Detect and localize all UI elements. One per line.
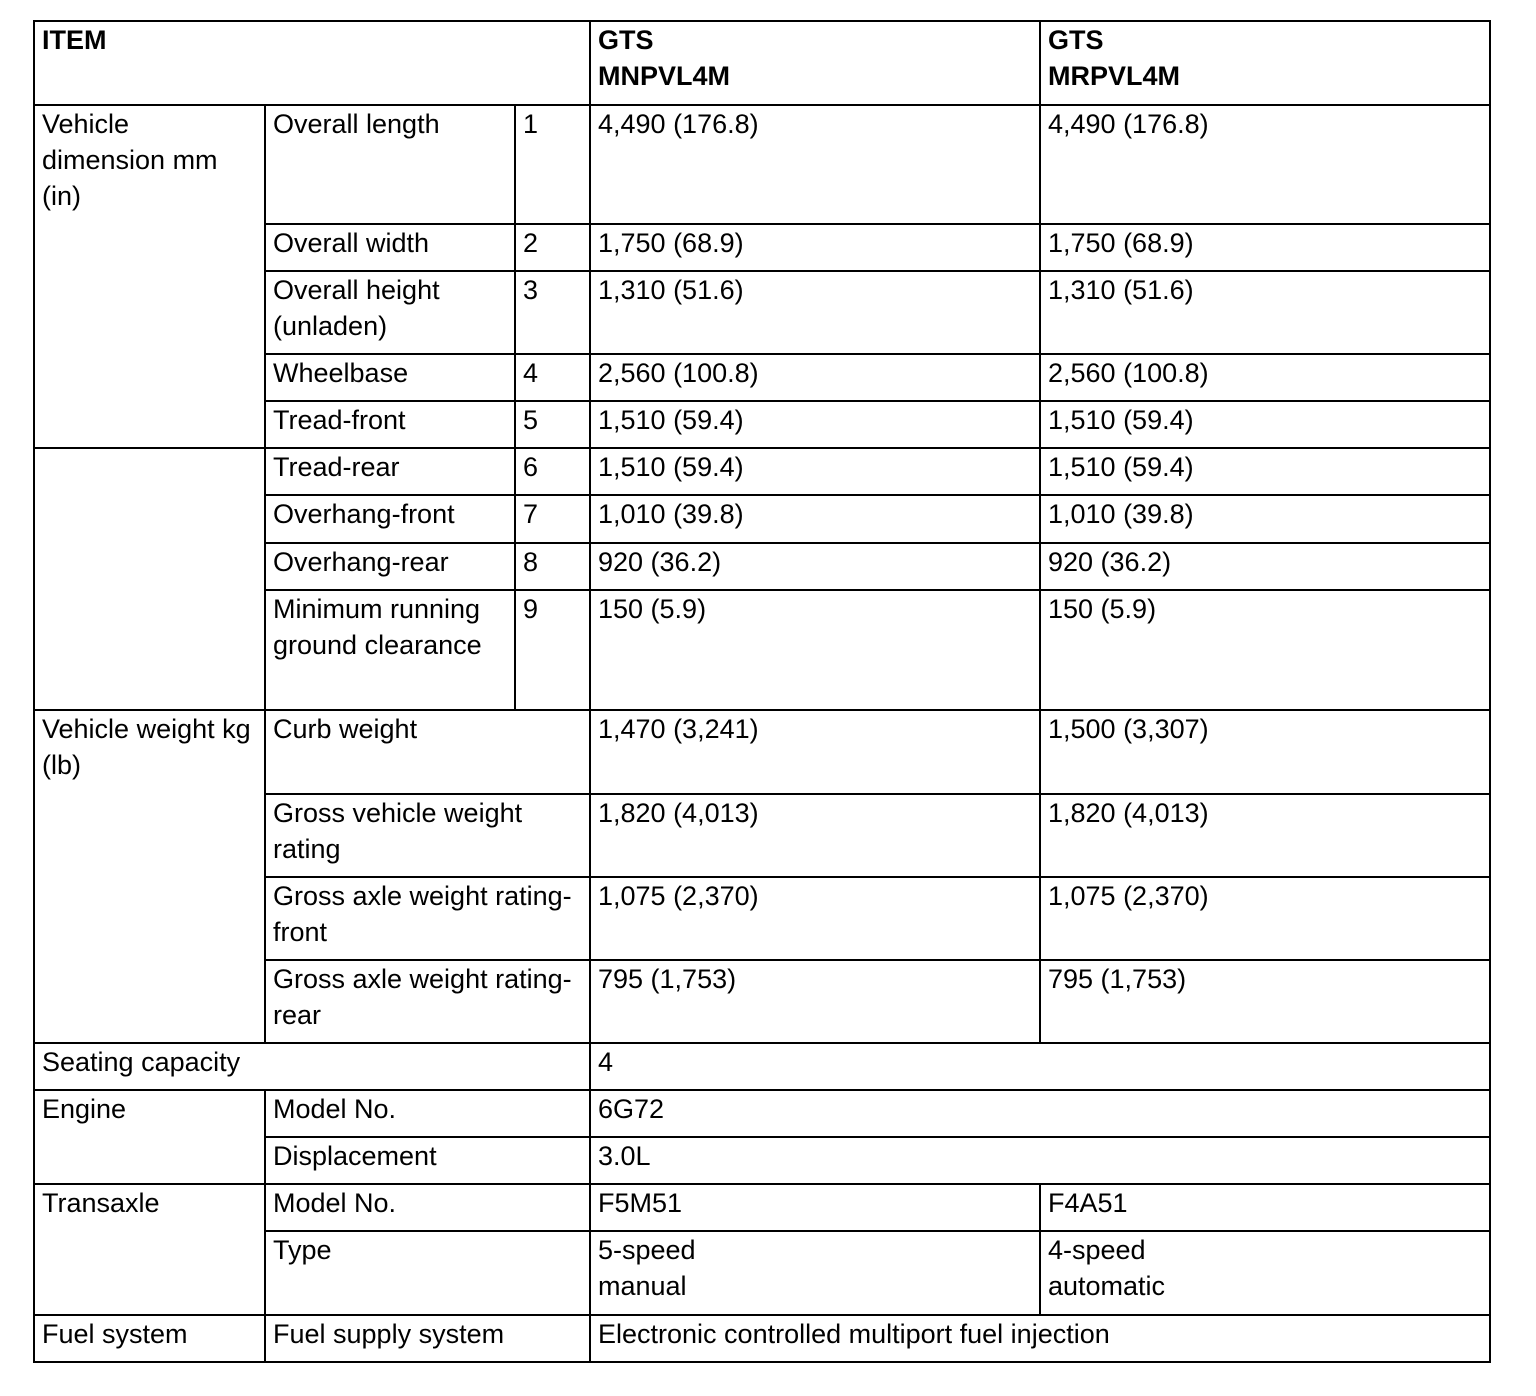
row-label: Tread-front: [265, 401, 515, 448]
value-model-2: 1,010 (39.8): [1040, 495, 1490, 543]
row-number: 8: [515, 543, 590, 590]
row-label: Overall width: [265, 224, 515, 271]
row-label: Overhang-front: [265, 495, 515, 543]
value-model-2: 1,500 (3,307): [1040, 710, 1490, 794]
value-model-2: 1,075 (2,370): [1040, 877, 1490, 960]
value-model-1: 1,010 (39.8): [590, 495, 1040, 543]
header-model-1: [590, 21, 1040, 105]
value-model-1: 1,750 (68.9): [590, 224, 1040, 271]
row-label: Gross axle weight rating-front: [265, 877, 590, 960]
row-label: Curb weight: [265, 710, 590, 794]
value-model-1: F5M51: [590, 1184, 1040, 1231]
engine-model-value: 6G72: [590, 1090, 1490, 1137]
value-model-2: 4,490 (176.8): [1040, 105, 1490, 224]
row-label: Gross axle weight rating-rear: [265, 960, 590, 1043]
table-row: [34, 1090, 1490, 1137]
row-number: 9: [515, 590, 590, 710]
value-model-1: 795 (1,753): [590, 960, 1040, 1043]
row-number: 3: [515, 271, 590, 354]
header-model-1-line1: GTS: [598, 25, 654, 55]
group-fuel: Fuel system: [34, 1315, 265, 1362]
row-label: Model No.: [265, 1184, 590, 1231]
value-model-1: 1,510 (59.4): [590, 401, 1040, 448]
value-model-2: F4A51: [1040, 1184, 1490, 1231]
group-transaxle: Transaxle: [34, 1184, 265, 1315]
row-label: Wheelbase: [265, 354, 515, 401]
transaxle-type-1: 5-speed manual: [598, 1235, 696, 1301]
row-label: Minimum running ground clearance: [265, 590, 515, 710]
value-model-2: 1,820 (4,013): [1040, 794, 1490, 877]
seating-value: 4: [590, 1043, 1490, 1090]
value-model-2: 1,310 (51.6): [1040, 271, 1490, 354]
group-engine: Engine: [34, 1090, 265, 1184]
table-row: [34, 1315, 1490, 1362]
row-label: Overall length: [265, 105, 515, 224]
value-model-2: 920 (36.2): [1040, 543, 1490, 590]
row-number: 4: [515, 354, 590, 401]
value-model-1: 1,820 (4,013): [590, 794, 1040, 877]
header-item: ITEM: [34, 21, 590, 105]
value-model-1: 2,560 (100.8): [590, 354, 1040, 401]
value-model-2: [1040, 1231, 1490, 1315]
value-model-1: 150 (5.9): [590, 590, 1040, 710]
transaxle-type-2: 4-speed automatic: [1048, 1235, 1166, 1301]
row-number: 6: [515, 448, 590, 495]
value-model-1: [590, 1231, 1040, 1315]
header-row: [34, 21, 1490, 105]
spec-table: [33, 20, 1491, 1363]
value-model-2: 150 (5.9): [1040, 590, 1490, 710]
group-dimension-continued: [34, 448, 265, 710]
row-label: Model No.: [265, 1090, 590, 1137]
value-model-1: 1,075 (2,370): [590, 877, 1040, 960]
table-row: [34, 1184, 1490, 1231]
row-label: Tread-rear: [265, 448, 515, 495]
table-row: [34, 710, 1490, 794]
row-number: 5: [515, 401, 590, 448]
row-number: 2: [515, 224, 590, 271]
row-label: Overhang-rear: [265, 543, 515, 590]
value-model-2: 1,510 (59.4): [1040, 401, 1490, 448]
row-number: 1: [515, 105, 590, 224]
group-seating: Seating capacity: [34, 1043, 590, 1090]
row-label: Displacement: [265, 1137, 590, 1184]
row-label: Type: [265, 1231, 590, 1315]
header-model-2-line1: GTS: [1048, 25, 1104, 55]
engine-displacement-value: 3.0L: [590, 1137, 1490, 1184]
header-model-2-line2: MRPVL4M: [1048, 61, 1181, 91]
value-model-1: 920 (36.2): [590, 543, 1040, 590]
row-label: Gross vehicle weight rating: [265, 794, 590, 877]
table-row: [34, 448, 1490, 495]
value-model-1: 1,310 (51.6): [590, 271, 1040, 354]
value-model-2: 795 (1,753): [1040, 960, 1490, 1043]
group-dimension: Vehicle dimension mm (in): [34, 105, 265, 448]
table-row: [34, 1043, 1490, 1090]
value-model-1: 1,470 (3,241): [590, 710, 1040, 794]
fuel-value: Electronic controlled multiport fuel injection: [590, 1315, 1490, 1362]
value-model-1: 1,510 (59.4): [590, 448, 1040, 495]
header-model-2: [1040, 21, 1490, 105]
value-model-2: 2,560 (100.8): [1040, 354, 1490, 401]
row-number: 7: [515, 495, 590, 543]
header-model-1-line2: MNPVL4M: [598, 61, 731, 91]
row-label: Overall height (unladen): [265, 271, 515, 354]
table-row: [34, 105, 1490, 224]
value-model-1: 4,490 (176.8): [590, 105, 1040, 224]
row-label: Fuel supply system: [265, 1315, 590, 1362]
group-weight: Vehicle weight kg (lb): [34, 710, 265, 1043]
value-model-2: 1,510 (59.4): [1040, 448, 1490, 495]
value-model-2: 1,750 (68.9): [1040, 224, 1490, 271]
